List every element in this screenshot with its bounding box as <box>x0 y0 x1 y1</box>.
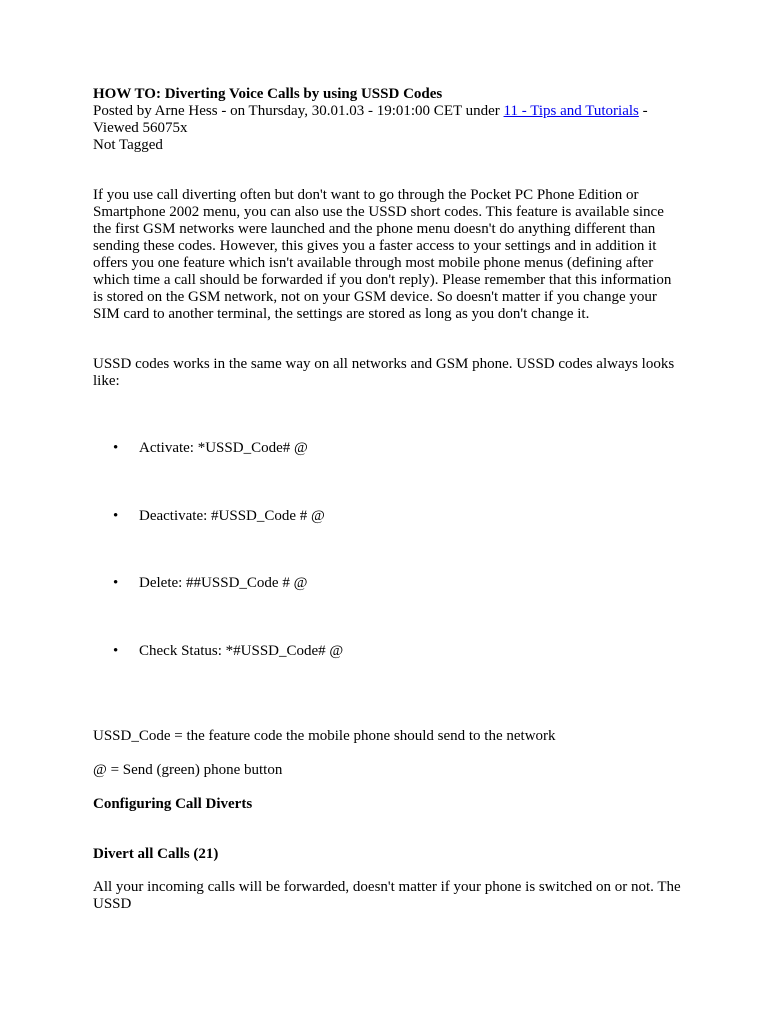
code-check-status: Check Status: *#USSD_Code# @ <box>139 642 344 659</box>
ussd-intro-paragraph: USSD codes works in the same way on all networks and GSM phone. USSD codes always looks like: <box>93 356 675 389</box>
bullet-icon: • <box>113 642 119 659</box>
definition-send-button: @ = Send (green) phone button <box>93 762 283 778</box>
list-item <box>93 575 683 592</box>
tag-line: Not Tagged <box>93 137 163 153</box>
meta-suffix: - Viewed 56075x <box>93 103 648 136</box>
code-deactivate: Deactivate: #USSD_Code # @ <box>139 507 325 524</box>
list-item <box>93 440 683 457</box>
bullet-icon: • <box>113 575 119 591</box>
article-title: HOW TO: Diverting Voice Calls by using USSD Codes <box>93 86 443 102</box>
ussd-code-list <box>93 440 683 710</box>
intro-paragraph: If you use call diverting often but don't want to go through the Pocket PC Phone Edition or Smartphone 2002 menu, you can also use the USSD short codes. This feature is available since the first GSM networks were launched and the phone menu doesn't do anything different than sending these codes. However, this gives you a faster access to your settings and in addition it offers you one feature which isn't available through most mobile phone menus (defining after which time a call should be forwarded if you don't reply). Please remember that this information is stored on the GSM network, not on your GSM device. So doesn't matter if you change your SIM card to another terminal, the settings are stored as long as you don't change it. <box>93 187 672 322</box>
category-link[interactable]: 11 - Tips and Tutorials <box>503 103 639 119</box>
bullet-icon: • <box>113 440 119 456</box>
definition-ussd-code: USSD_Code = the feature code the mobile phone should send to the network <box>93 728 556 744</box>
article-meta <box>93 103 683 137</box>
meta-prefix: Posted by Arne Hess - on Thursday, 30.01.03 - 19:01:00 CET under <box>93 103 504 119</box>
heading-divert-all-calls: Divert all Calls (21) <box>93 846 219 862</box>
divert-all-paragraph: All your incoming calls will be forwarded, doesn't matter if your phone is switched on or not. The USSD <box>93 879 681 912</box>
code-activate: Activate: *USSD_Code# @ <box>139 440 308 456</box>
list-item <box>93 643 683 660</box>
code-delete: Delete: ##USSD_Code # @ <box>139 575 308 591</box>
bullet-icon: • <box>113 507 119 524</box>
heading-configuring-call-diverts: Configuring Call Diverts <box>93 796 253 812</box>
list-item <box>93 508 683 525</box>
